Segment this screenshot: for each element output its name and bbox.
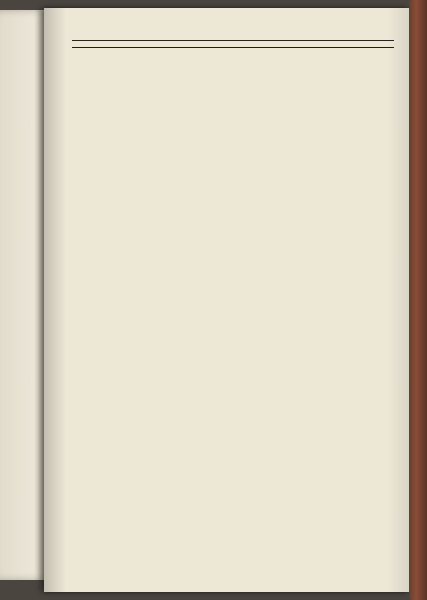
running-header <box>72 28 394 41</box>
left-facing-page <box>0 10 48 580</box>
question-line <box>72 54 394 62</box>
page-content <box>72 28 394 79</box>
section-rule <box>72 47 394 48</box>
book-page <box>44 8 409 592</box>
last-text-line <box>72 63 394 71</box>
page-footer <box>72 71 394 79</box>
page-edge <box>409 0 427 600</box>
